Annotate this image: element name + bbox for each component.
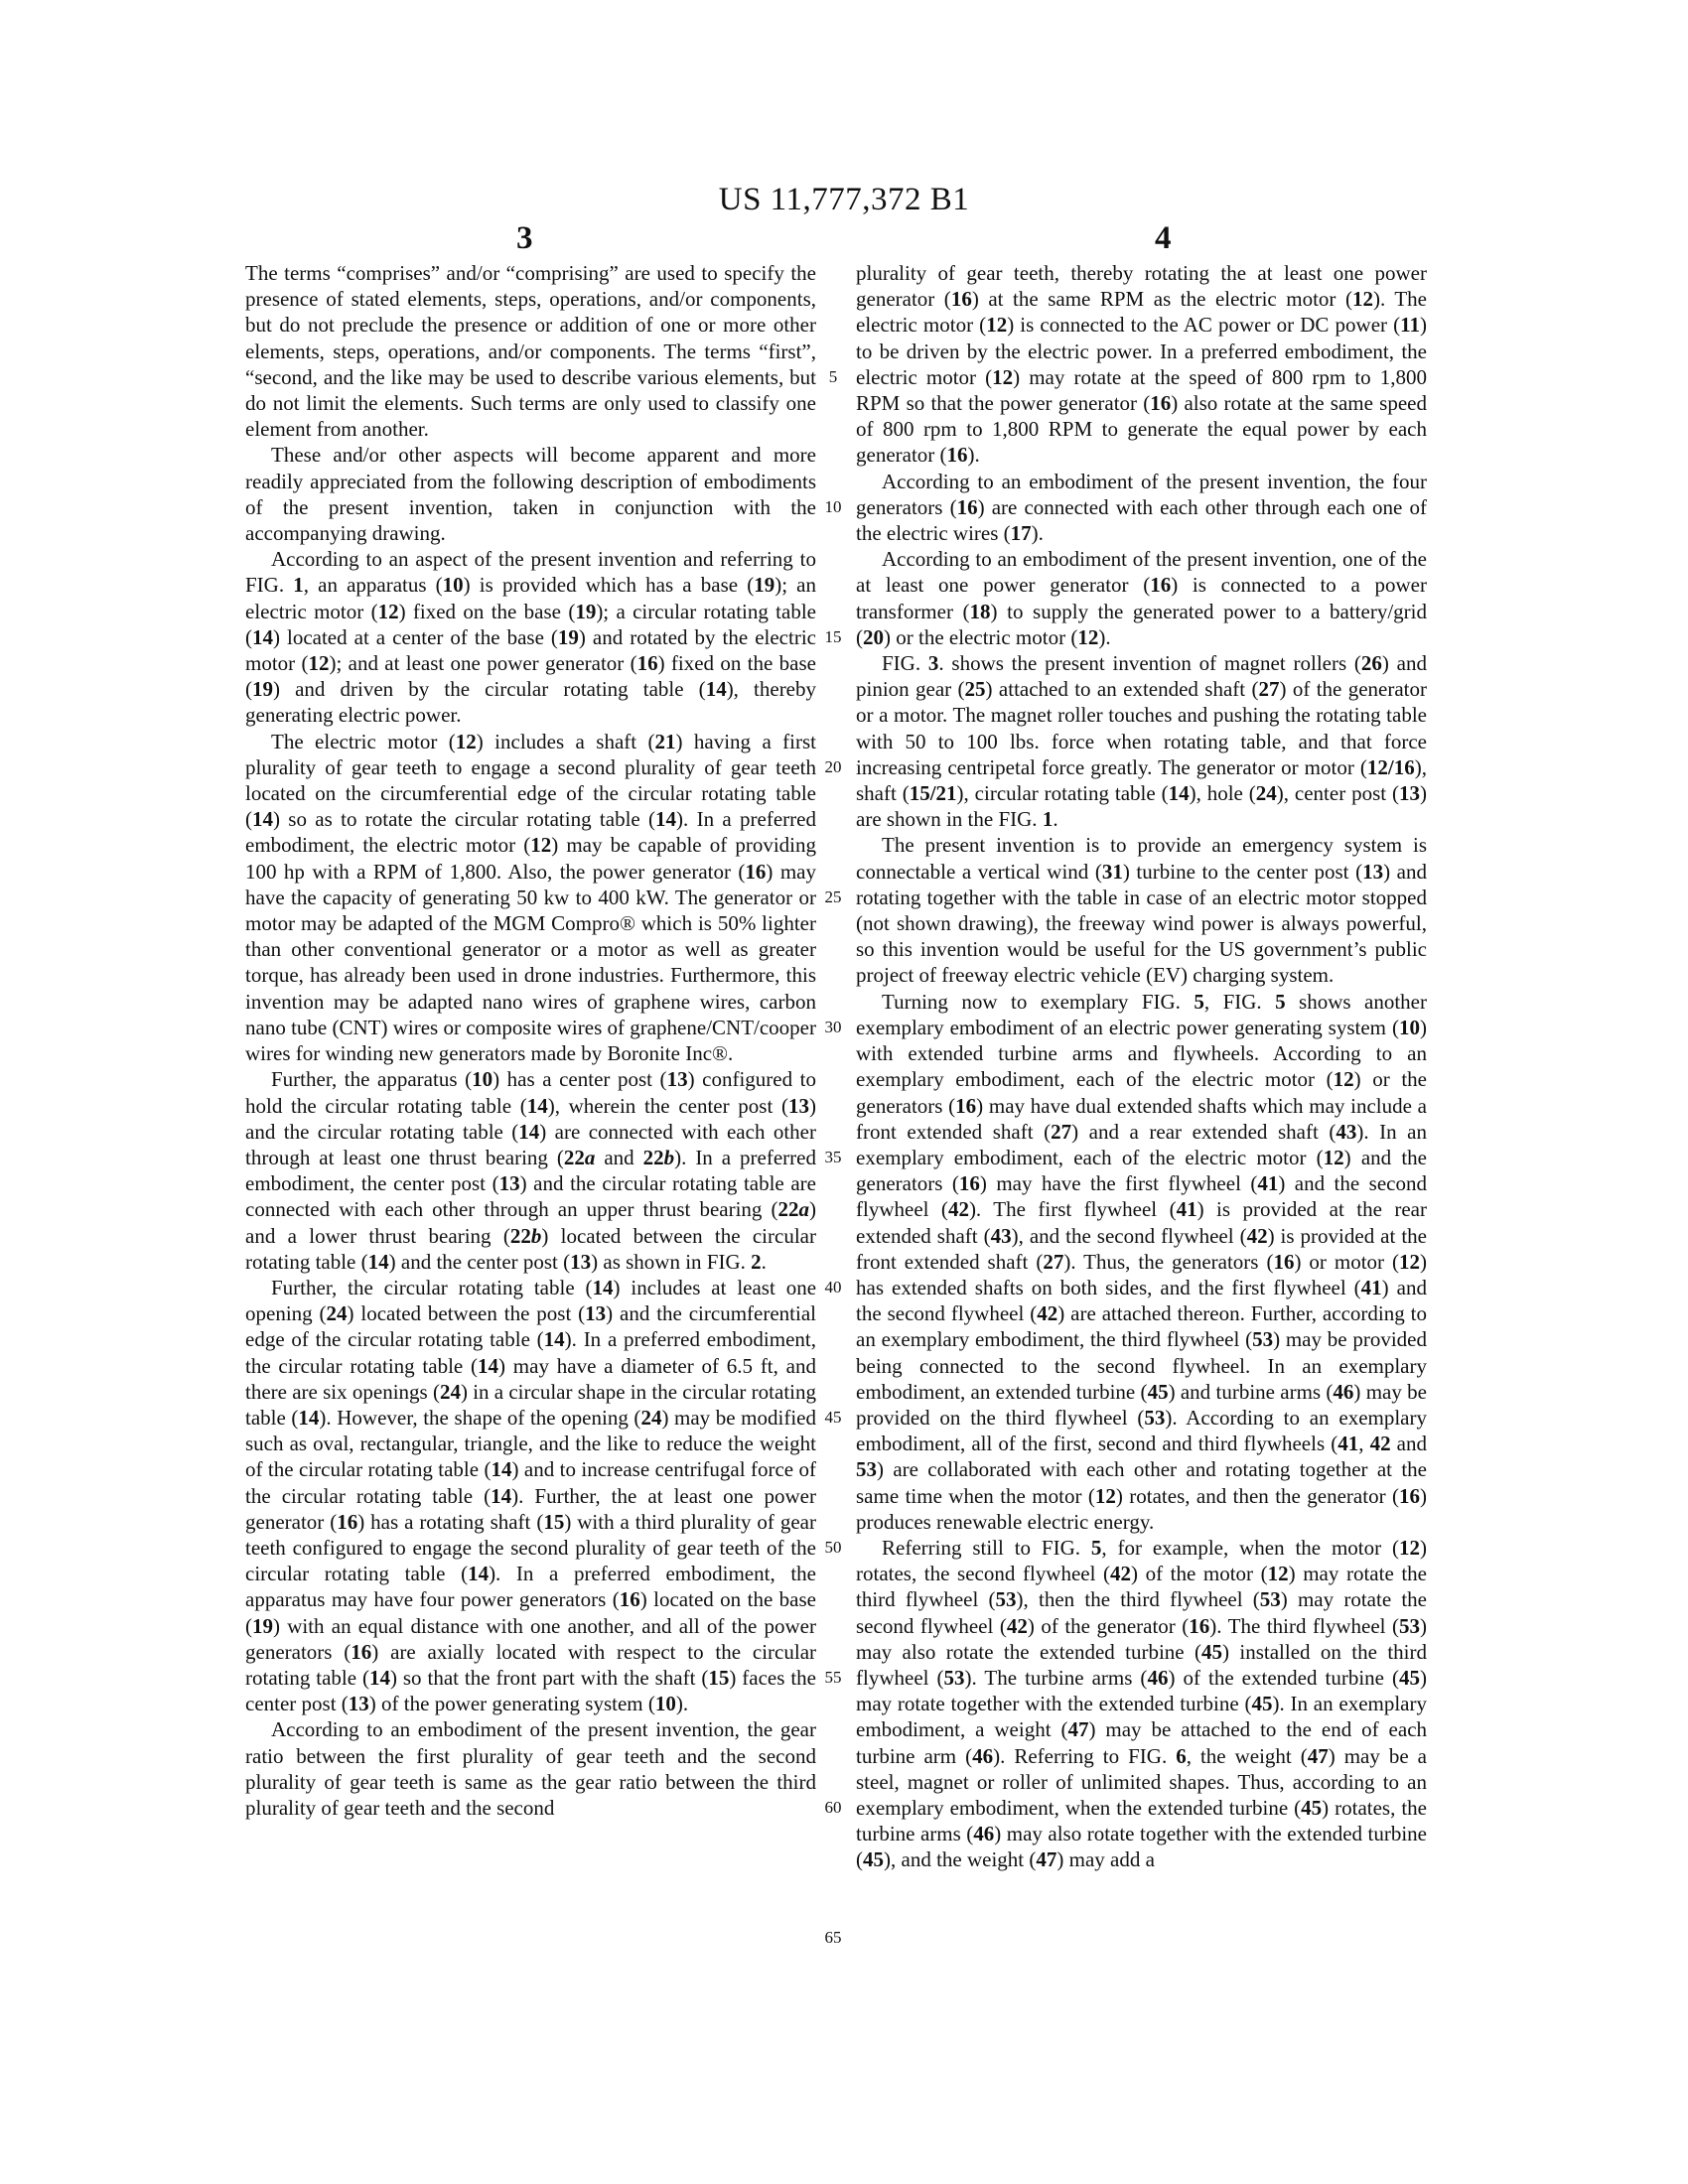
paragraph: Turning now to exemplary FIG. 5, FIG. 5 shows another exemplary embodiment of an electric power generating system (10) with extended turbine arms and flywheels. According to an exemplary embodiment, each of the electric motor (12) or the generators (16) may have dual extended shafts which may include a front extended shaft (27) and a rear extended shaft (43). In an exemplary embodiment, each of the electric motor (12) and the generators (16) may have the first flywheel (41) and the second flywheel (42). The first flywheel (41) is provided at the rear extended shaft (43), and the second flywheel (42) is provided at the front extended shaft (27). Thus, the generators (16) or motor (12) has extended shafts on both sides, and the first flywheel (41) and the second flywheel (42) are attached thereon. Further, according to an exemplary embodiment, the third flywheel (53) may be provided being connected to the second flywheel. In an exemplary embodiment, an extended turbine (45) and turbine arms (46) may be provided on the third flywheel (53). According to an exemplary embodiment, all of the first, second and third flywheels (41, 42 and 53) are collaborated with each other and rotating together at the same time when the motor (12) rotates, and then the generator (16) produces renewable electric energy. bbox=[856, 989, 1427, 1534]
line-number: 60 bbox=[824, 1797, 842, 1817]
line-number: 15 bbox=[824, 626, 842, 646]
paragraph: These and/or other aspects will become apparent and more readily appreciated from the following description of embodiments of the present invention, taken in conjunction with the accompanying drawing. bbox=[245, 443, 816, 546]
paragraph: The electric motor (12) includes a shaft (21) having a first plurality of gear teeth to engage a second plurality of gear teeth located on the circumferential edge of the circular rotating table (14) so as to rotate the circular rotating table (14). In a preferred embodiment, the electric motor (12) may be capable of providing 100 hp with a RPM of 1,800. Also, the power generator (16) may have the capacity of generating 50 kw to 400 kW. The generator or motor may be adapted of the MGM Compro® which is 50% lighter than other conventional generator or a motor as well as greater torque, has already been used in drone industries. Furthermore, this invention may be adapted nano wires of graphene wires, carbon nano tube (CNT) wires or composite wires of graphene/CNT/cooper wires for winding new generators made by Boronite Inc®. bbox=[245, 729, 816, 1066]
line-number: 35 bbox=[824, 1147, 842, 1166]
line-number: 65 bbox=[824, 1927, 842, 1947]
line-number: 55 bbox=[824, 1667, 842, 1687]
line-number: 30 bbox=[824, 1017, 842, 1036]
paragraph: According to an embodiment of the present invention, one of the at least one power generator (16) is connected to a power transformer (18) to supply the generated power to a battery/grid (20) or the electric motor (12). bbox=[856, 547, 1427, 649]
page-number-left: 3 bbox=[516, 220, 533, 256]
left-text-column bbox=[245, 260, 816, 1821]
line-number: 45 bbox=[824, 1407, 842, 1427]
line-number: 50 bbox=[824, 1537, 842, 1557]
line-number: 25 bbox=[824, 887, 842, 906]
line-number: 20 bbox=[824, 756, 842, 776]
paragraph: According to an embodiment of the present invention, the four generators (16) are connected with each other through each one of the electric wires (17). bbox=[856, 469, 1427, 546]
page-number-right: 4 bbox=[1155, 220, 1172, 256]
right-text-column bbox=[856, 260, 1427, 1873]
paragraph: The present invention is to provide an emergency system is connectable a vertical wind (31) turbine to the center post (13) and rotating together with the table in case of an electric motor stopped (not shown drawing), the freeway wind power is always powerful, so this invention would be useful for the US government’s public project of freeway electric vehicle (EV) charging system. bbox=[856, 833, 1427, 988]
line-number: 10 bbox=[824, 496, 842, 516]
paragraph: According to an aspect of the present invention and referring to FIG. 1, an apparatus (10) is provided which has a base (19); an electric motor (12) fixed on the base (19); a circular rotating table (14) located at a center of the base (19) and rotated by the electric motor (12); and at least one power generator (16) fixed on the base (19) and driven by the circular rotating table (14), thereby generating electric power. bbox=[245, 547, 817, 728]
paragraph: The terms “comprises” and/or “comprising” are used to specify the presence of stated elements, steps, operations, and/or components, but do not preclude the presence or addition of one or more other elements, steps, operations, and/or components. The terms “first”, “second, and the like may be used to describe various elements, but do not limit the elements. Such terms are only used to classify one element from another. bbox=[245, 261, 816, 442]
paragraph: Further, the circular rotating table (14) includes at least one opening (24) located between the post (13) and the circumferential edge of the circular rotating table (14). In a preferred embodiment, the circular rotating table (14) may have a diameter of 6.5 ft, and there are six openings (24) in a circular shape in the circular rotating table (14). However, the shape of the opening (24) may be modified such as oval, rectangular, triangle, and the like to reduce the weight of the circular rotating table (14) and to increase centrifugal force of the circular rotating table (14). Further, the at least one power generator (16) has a rotating shaft (15) with a third plurality of gear teeth configured to engage the second plurality of gear teeth of the circular rotating table (14). In a preferred embodiment, the apparatus may have four power generators (16) located on the base (19) with an equal distance with one another, and all of the power generators (16) are axially located with respect to the circular rotating table (14) so that the front part with the shaft (15) faces the center post (13) of the power generating system (10). bbox=[245, 1275, 817, 1716]
paragraph: Further, the apparatus (10) has a center post (13) configured to hold the circular rotating table (14), wherein the center post (13) and the circular rotating table (14) are connected with each other through at least one thrust bearing (22a and 22b). In a preferred embodiment, the center post (13) and the circular rotating table are connected with each other through an upper thrust bearing (22a) and a lower thrust bearing (22b) located between the circular rotating table (14) and the center post (13) as shown in FIG. 2. bbox=[245, 1067, 817, 1274]
paragraph: According to an embodiment of the present invention, the gear ratio between the first plurality of gear teeth and the second plurality of gear teeth is same as the gear ratio between the third plurality of gear teeth and the second bbox=[245, 1717, 816, 1820]
line-number: 5 bbox=[828, 366, 838, 386]
line-number: 40 bbox=[824, 1277, 842, 1297]
paragraph: plurality of gear teeth, thereby rotating the at least one power generator (16) at the same RPM as the electric motor (12). The electric motor (12) is connected to the AC power or DC power (11) to be driven by the electric power. In a preferred embodiment, the electric motor (12) may rotate at the speed of 800 rpm to 1,800 RPM so that the power generator (16) also rotate at the same speed of 800 rpm to 1,800 RPM to generate the equal power by each generator (16). bbox=[856, 261, 1428, 468]
paragraph: FIG. 3. shows the present invention of magnet rollers (26) and pinion gear (25) attached to an extended shaft (27) of the generator or a motor. The magnet roller touches and pushing the rotating table with 50 to 100 lbs. force when rotating table, and that force increasing centripetal force greatly. The generator or motor (12/16), shaft (15/21), circular rotating table (14), hole (24), center post (13) are shown in the FIG. 1. bbox=[856, 651, 1427, 832]
paragraph: Referring still to FIG. 5, for example, when the motor (12) rotates, the second flywheel (42) of the motor (12) may rotate the third flywheel (53), then the third flywheel (53) may rotate the second flywheel (42) of the generator (16). The third flywheel (53) may also rotate the extended turbine (45) installed on the third flywheel (53). The turbine arms (46) of the extended turbine (45) may rotate together with the extended turbine (45). In an exemplary embodiment, a weight (47) may be attached to the end of each turbine arm (46). Referring to FIG. 6, the weight (47) may be a steel, magnet or roller of unlimited shapes. Thus, according to an exemplary embodiment, when the extended turbine (45) rotates, the turbine arms (46) may also rotate together with the extended turbine (45), and the weight (47) may add a bbox=[856, 1535, 1428, 1872]
patent-number-header: US 11,777,372 B1 bbox=[718, 182, 970, 217]
